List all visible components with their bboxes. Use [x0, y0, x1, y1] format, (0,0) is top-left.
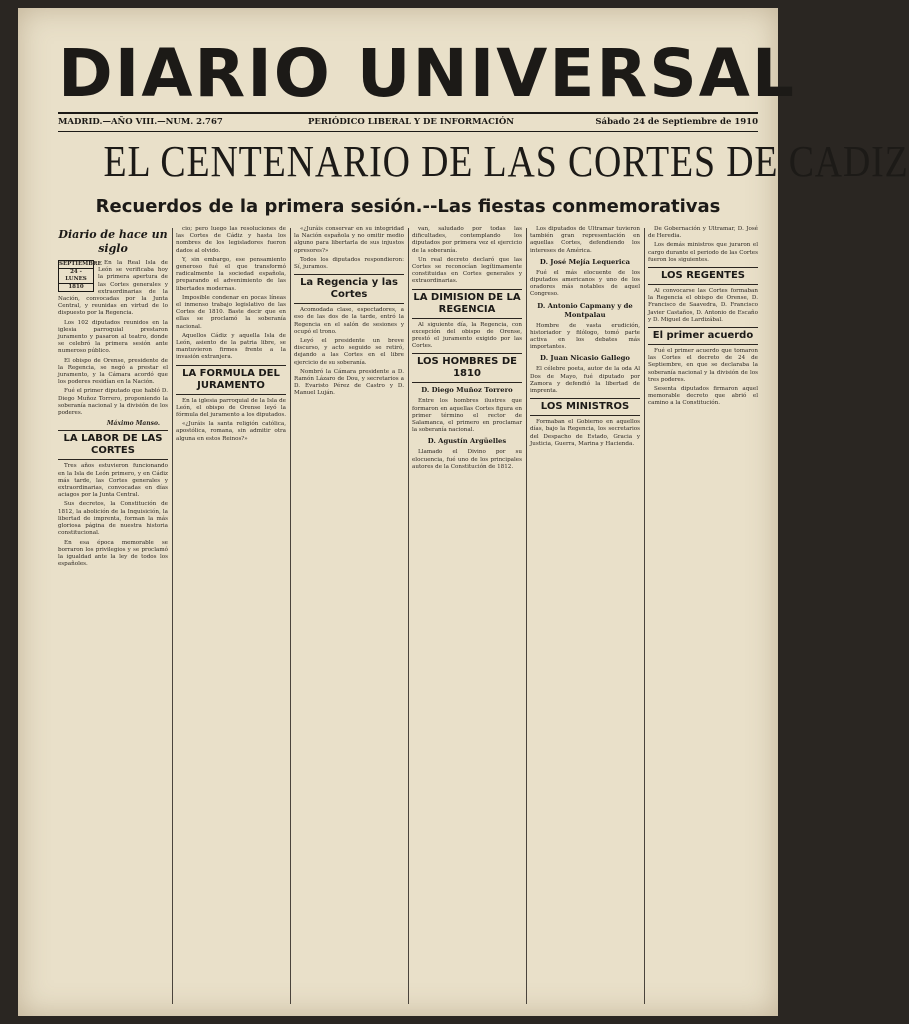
main-headline: EL CENTENARIO DE LAS CORTES DE CADIZ [103, 137, 909, 186]
article-paragraph: Imposible condenar en pocas líneas el inmenso trabajo legislativo de las Cortes de 1810. Baste decir que en ellas se proclamó la soberanía nacional. [176, 294, 286, 330]
article-paragraph: Tres años estuvieron funcionando en la Isla de León primero, y en Cádiz más tarde, las Cortes generales y extraordinarias, convocadas en días aciagos por la Junta Central. [58, 463, 168, 499]
article-paragraph: Leyó el presidente un breve discurso, y acto seguido se retiró, dejando a las Cortes en el libre ejercicio de su soberanía. [294, 338, 404, 366]
issue-date: Sábado 24 de Septiembre de 1910 [595, 117, 758, 127]
article-paragraph: El obispo de Orense, presidente de la Regencia, se negó a prestar el juramento, y la Cámara acordó que los poderes residían en la Nación. [58, 357, 168, 386]
article-paragraph: Aquellos Cádiz y aquella Isla de León, asiento de la patria libre, se mantuvieron firmes frente a la invasión extranjera. [176, 332, 286, 361]
column-divider [526, 228, 527, 1004]
column-divider [644, 228, 645, 1004]
article-paragraph: De Gobernación y Ultramar, D. José de Heredia. [648, 226, 758, 240]
masthead-rule-bottom [58, 131, 758, 132]
date-box [58, 260, 102, 292]
column-divider [408, 228, 409, 1004]
section-heading: LOS REGENTES [648, 267, 758, 285]
article-paragraph: Sus decretos, la Constitución de 1812, la abolición de la Inquisición, la libertad de imprenta, forman la más gloriosa página de nuestra historia constitucional. [58, 501, 168, 537]
column-2 [176, 226, 286, 1006]
section-heading: LA LABOR DE LAS CORTES [58, 430, 168, 460]
subheadline: Recuerdos de la primera sesión.--Las fiestas conmemorativas [95, 196, 721, 217]
article-paragraph: Todos los diputados respondieron: Sí, juramos. [294, 256, 404, 271]
section-heading: LOS HOMBRES DE 1810 [412, 353, 522, 383]
column-1 [58, 226, 168, 1006]
subsection-heading: D. Diego Muñoz Torrero [421, 386, 513, 395]
date-box-month: SEPTIEMBRE [59, 261, 102, 267]
column-6 [648, 226, 758, 1006]
article-paragraph: Los diputados de Ultramar tuvieron también gran representación en aquellas Cortes, defendiendo los intereses de América. [530, 226, 640, 254]
section-heading: LOS MINISTROS [530, 398, 640, 416]
article-paragraph: En la iglesia parroquial de la Isla de León, el obispo de Orense leyó la fórmula del juramento a los diputados. [176, 397, 286, 419]
article-paragraph: Fué el primer acuerdo que tomaron las Cortes el decreto de 24 de Septiembre, en que se declaraba la soberanía nacional y la división de los tres poderes. [648, 348, 758, 383]
article-paragraph: Al convocarse las Cortes formaban la Regencia el obispo de Orense, D. Francisco de Saavedra, D. Francisco Javier Castaños, D. Antonio de Escaño y D. Miguel de Lardizábal. [648, 288, 758, 323]
article-paragraph: Formaban el Gobierno en aquellos días, bajo la Regencia, los secretarios del Despacho de Estado, Gracia y Justicia, Guerra, Marina y Hacienda. [530, 419, 640, 447]
article-paragraph: El célebre poeta, autor de la oda Al Dos de Mayo, fué diputado por Zamora y defendió la libertad de imprenta. [530, 366, 640, 395]
article-paragraph: Y, sin embargo, ese pensamiento generoso fué el que transformó radicalmente la sociedad española, preparando el advenimiento de las libertades modernas. [176, 256, 286, 292]
article-paragraph: Acomodada clase, espectadores, a eso de las dos de la tarde, entró la Regencia en el salón de sesiones y ocupó el trono. [294, 307, 404, 335]
subsection-heading: D. Juan Nicasio Gallego [540, 354, 630, 363]
column-5 [530, 226, 640, 1006]
diario-hace-un-siglo-title: Diario de hace un siglo [58, 228, 168, 255]
article-paragraph: Al siguiente día, la Regencia, con excepción del obispo de Orense, prestó el juramento exigido por las Cortes. [412, 321, 522, 350]
article-paragraph: Fué el primer diputado que habló D. Diego Muñoz Torrero, proponiendo la soberanía nacional y la división de los poderes. [58, 388, 168, 417]
article-paragraph: Llamado el Divino por su elocuencia, fué uno de los principales autores de la Constitución de 1812. [412, 449, 522, 470]
tagline: PERIÓDICO LIBERAL Y DE INFORMACIÓN [308, 117, 515, 127]
article-paragraph: Un real decreto declaró que las Cortes se reconocían legítimamente constituidas en Cortes generales y extraordinarias. [412, 256, 522, 285]
issue-number: MADRID.—AÑO VIII.—NUM. 2.767 [58, 117, 223, 127]
subsection-heading: D. Agustín Argüelles [427, 437, 507, 446]
subsection-heading: D. Antonio Capmany y de Montpalau [537, 301, 633, 319]
article-paragraph: «¿Juráis conservar en su integridad la Nación española y no omitir medio alguno para libertarla de sus injustos opresores?» [294, 226, 404, 254]
article-paragraph: van, saludado por todas las dificultades, contemplando los diputados por primera vez el ejercicio de la soberanía. [412, 226, 522, 254]
date-box-year: 1810 [68, 284, 84, 290]
section-heading: LA FORMULA DEL JURAMENTO [176, 365, 286, 395]
section-heading: La Regencia y las Cortes [294, 274, 404, 304]
column-divider [172, 228, 173, 1004]
section-heading: El primer acuerdo [648, 327, 758, 345]
article-paragraph: cio; pero luego las resoluciones de las Cortes de Cádiz y hasta los nombres de los legisladores fueron dados al olvido. [176, 226, 286, 254]
article-paragraph: Entre los hombres ilustres que formaron en aquellas Cortes figura en primer término el rector de Salamanca, el primero en proclamar la soberanía nacional. [412, 398, 522, 434]
masthead-rule-top [58, 112, 758, 114]
article-paragraph: Hombre de vasta erudición, historiador y filólogo, tomó parte activa en los debates más importantes. [530, 322, 640, 351]
signature: Máximo Manso. [106, 420, 160, 428]
article-paragraph: «¿Juráis la santa religión católica, apostólica, romana, sin admitir otra alguna en estos Reinos?» [176, 421, 286, 442]
article-paragraph: Nombró la Cámara presidente a D. Ramón Lázaro de Dou, y secretarios a D. Evaristo Pérez de Castro y D. Manuel Luján. [294, 368, 404, 397]
article-paragraph: Fué el más elocuente de los diputados americanos y uno de los oradores más notables de aquel Congreso. [530, 269, 640, 298]
article-paragraph: Sesenta diputados firmaron aquel memorable decreto que abrió el camino a la Constitución. [648, 386, 758, 407]
dateline [58, 116, 758, 130]
article-paragraph: En esa época memorable se borraron los privilegios y se proclamó la igualdad ante la ley de todos los españoles. [58, 539, 168, 568]
article-paragraph: Los demás ministros que juraron el cargo durante el periodo de las Cortes fueron los siguientes. [648, 242, 758, 263]
column-divider [290, 228, 291, 1004]
newspaper-page [18, 8, 909, 1016]
date-box-day: 24 - LUNES [59, 269, 93, 284]
column-3 [294, 226, 404, 1006]
section-heading: LA DIMISION DE LA REGENCIA [412, 289, 522, 319]
masthead-title: DIARIO UNIVERSAL [58, 35, 796, 112]
article-paragraph: Los 102 diputados reunidos en la iglesia parroquial prestaron juramento y pasaron al teatro, donde se celebró la primera sesión ante numeroso público. [58, 319, 168, 355]
column-4 [412, 226, 522, 1006]
subsection-heading: D. José Mejía Lequerica [539, 257, 631, 266]
article-paragraph: En la Real Isla de León se verificaba hoy la primera apertura de las Cortes generales y extraordinarias de la Nación, convocadas por la Junta Central, y reunidas en virtud de lo dispuesto por la Regencia. [58, 260, 168, 317]
